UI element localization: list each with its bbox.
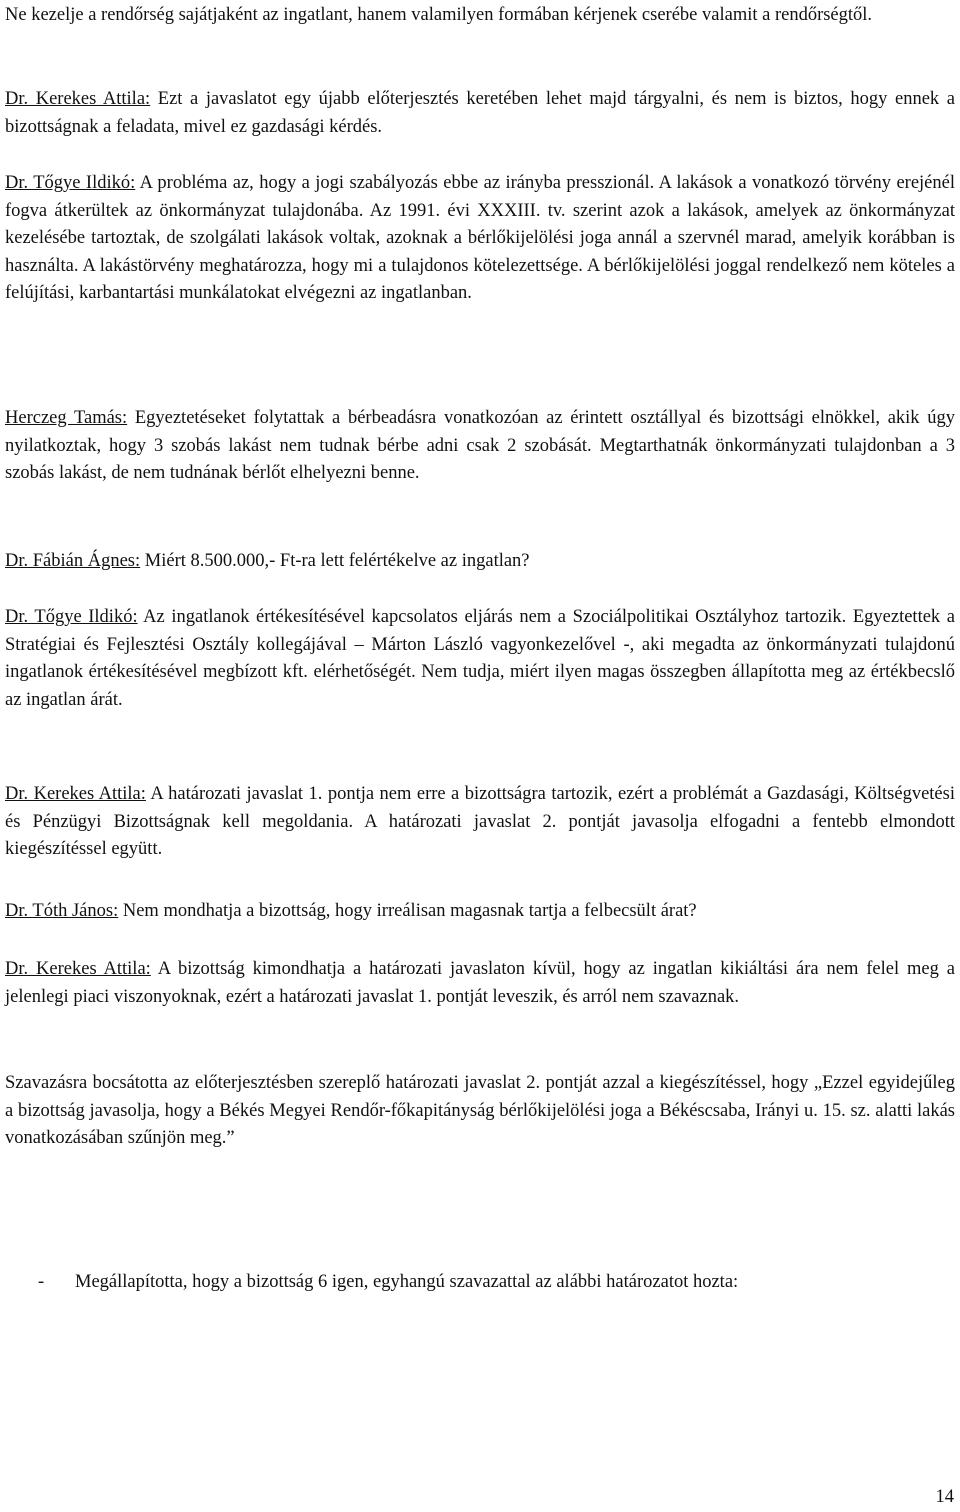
paragraph: [5, 86, 955, 141]
speaker-name: Dr. Tőgye Ildikó:: [5, 607, 138, 627]
paragraph-text: Nem mondhatja a bizottság, hogy irreálisan magasnak tartja a felbecsült árat?: [118, 901, 697, 921]
paragraph: [5, 1070, 955, 1153]
speaker-name: Dr. Kerekes Attila:: [5, 784, 146, 804]
speaker-name: Dr. Fábián Ágnes:: [5, 551, 141, 571]
speaker-name: Dr. Kerekes Attila:: [5, 959, 151, 979]
speaker-name: Dr. Tőgye Ildikó:: [5, 173, 136, 193]
paragraph: [5, 170, 955, 308]
paragraph: [5, 2, 955, 30]
bullet-marker: -: [38, 1272, 45, 1292]
paragraph-text: Egyeztetéseket folytattak a bérbeadásra vonatkozóan az érintett osztállyal és bizottsági elnökkel, akik úgy nyilatkoztak, hogy 3 szobás lakást nem tudnak bérbe adni csak 2 szobását. Megtarthatnák önkormányzati tulajdonban a 3 szobás lakást, de nem tudnának bérlőt elhelyezni benne.: [5, 408, 955, 483]
bullet-text: Megállapította, hogy a bizottság 6 igen, egyhangú szavazattal az alábbi határozatot hozta:: [75, 1272, 739, 1292]
paragraph: [5, 405, 955, 488]
speaker-name: Dr. Tóth János:: [5, 901, 119, 921]
paragraph: [5, 781, 955, 864]
speaker-name: Herczeg Tamás:: [5, 408, 128, 428]
paragraph-text: Miért 8.500.000,- Ft-ra lett felértékelve az ingatlan?: [140, 551, 530, 571]
paragraph-text: A határozati javaslat 1. pontja nem erre a bizottságra tartozik, ezért a problémát a Gazdasági, Költségvetési és Pénzügyi Bizottságnak kell megoldania. A határozati javaslat 2. pontját javasolja elfogadni a fentebb elmondott kiegészítéssel együtt.: [5, 784, 955, 859]
paragraph-text: Ezt a javaslatot egy újabb előterjesztés keretében lehet majd tárgyalni, és nem is biztos, hogy ennek a bizottságnak a feladata, mivel ez gazdasági kérdés.: [5, 89, 955, 137]
paragraph-text: A probléma az, hogy a jogi szabályozás ebbe az irányba presszionál. A lakások a vonatkozó törvény erejénél fogva átkerültek az önkormányzat tulajdonába. Az 1991. évi XXXIII. tv. szerint azok a lakások, amelyek az önkormányzat kezelésébe tartoztak, de szolgálati lakások voltak, azoknak a bérlőkijelölési joga annál a szervnél marad, amelyik korábban is használta. A lakástörvény meghatározza, hogy mi a tulajdonos kötelezettsége. A bérlőkijelölési joggal rendelkező nem köteles a felújítási, karbantartási munkálatokat elvégezni az ingatlanban.: [5, 173, 955, 303]
paragraph-text: A bizottság kimondhatja a határozati javaslaton kívül, hogy az ingatlan kikiáltási ára nem felel meg a jelenlegi piaci viszonyoknak, ezért a határozati javaslat 1. pontját leveszik, és arról nem szavaznak.: [5, 959, 955, 1007]
paragraph: [5, 956, 955, 1011]
speaker-name: Dr. Kerekes Attila:: [5, 89, 151, 109]
paragraph: [5, 898, 955, 926]
paragraph-text: Ne kezelje a rendőrség sajátjaként az ingatlant, hanem valamilyen formában kérjenek cserébe valamit a rendőrségtől.: [5, 5, 873, 25]
paragraph: [5, 548, 955, 576]
paragraph-text: Az ingatlanok értékesítésével kapcsolatos eljárás nem a Szociálpolitikai Osztályhoz tartozik. Egyeztettek a Stratégiai és Fejlesztési Osztály kollegájával – Márton László vagyonkezelővel -, aki megadta az önkormányzati tulajdonú ingatlanok értékesítésével megbízott kft. elérhetőségét. Nem tudja, miért ilyen magas összegben állapította meg az értékbecslő az ingatlan árát.: [5, 607, 955, 710]
paragraph: [5, 604, 955, 714]
page-number: 14: [935, 1487, 954, 1507]
paragraph-text: Szavazásra bocsátotta az előterjesztésben szereplő határozati javaslat 2. pontját azzal a kiegészítéssel, hogy „Ezzel egyidejűleg a bizottság javasolja, hogy a Békés Megyei Rendőr-főkapitányság bérlőkijelölési joga a Békéscsaba, Irányi u. 15. sz. alatti lakás vonatkozásában szűnjön meg.”: [5, 1073, 955, 1148]
